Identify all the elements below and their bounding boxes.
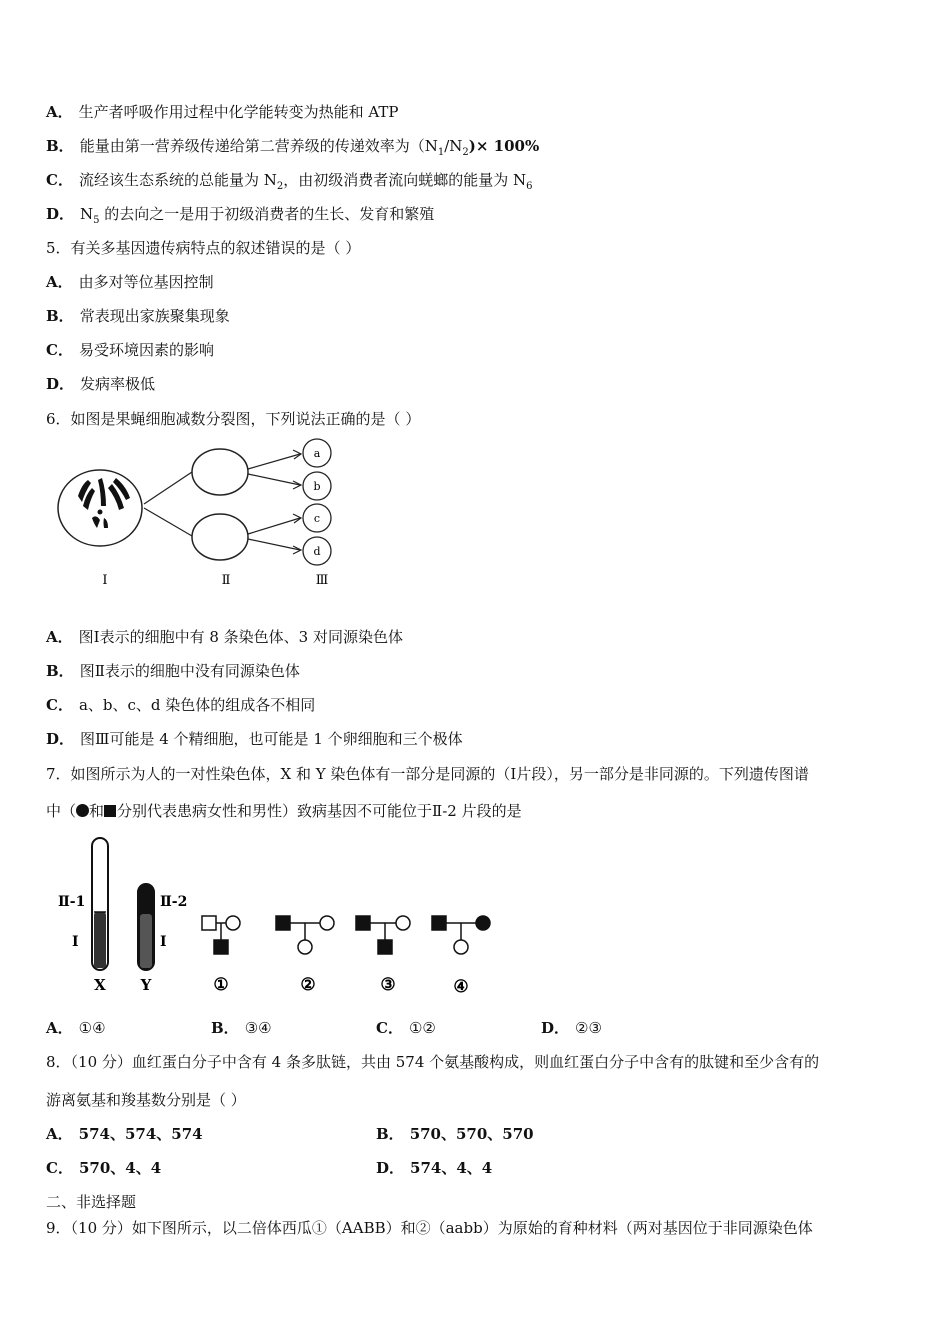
pedigree-2 — [276, 916, 334, 954]
q5-option-b: B． 常表现出家族聚集现象 — [46, 307, 230, 325]
cell-ii-bottom — [192, 514, 248, 560]
pedigree-label-2: ② — [300, 975, 316, 995]
filled-square-icon — [104, 805, 116, 817]
cell-b-label: b — [313, 480, 321, 493]
q5-option-c: C． 易受环境因素的影响 — [46, 341, 214, 359]
q8-stem-line2: 游离氨基和羧基数分别是（ ） — [46, 1091, 246, 1109]
cell-a-label: a — [313, 447, 321, 460]
cell-ii-top — [192, 449, 248, 495]
q8-option-d: D． 574、4、4 — [376, 1159, 493, 1177]
q7-option-d: D． ②③ — [541, 1019, 602, 1037]
q8-option-c: C． 570、4、4 — [46, 1159, 162, 1177]
q4-option-d: D． $N_5$ 的去向之一是用于初级消费者的生长、发育和繁殖 — [46, 205, 435, 226]
q7-stem-line1: 7．如图所示为人的一对性染色体，X 和 Y 染色体有一部分是同源的（Ⅰ片段），另一部分是非同源的。下列遗传图谱 — [46, 765, 809, 783]
q8-option-a: A． 574、574、574 — [46, 1125, 203, 1143]
q5-option-d: D． 发病率极低 — [46, 375, 156, 393]
pedigree-3 — [356, 916, 410, 954]
q8-stem-line1: 8．（10 分）血红蛋白分子中含有 4 条多肽链，共由 574 个氨基酸构成，则血红蛋白分子中含有的肽键和至少含有的 — [46, 1053, 820, 1071]
pedigree-1 — [202, 916, 240, 954]
q6-option-d: D． 图Ⅲ可能是 4 个精细胞，也可能是 1 个卵细胞和三个极体 — [46, 730, 463, 748]
q4-option-c: C． 流经该生态系统的总能量为 $N_2$，由初级消费者流向蜣螂的能量为 $N_6$ — [46, 171, 533, 192]
y-segment-label-i: Ⅰ — [160, 934, 167, 950]
cell-d-label: d — [313, 545, 321, 558]
q4-option-a: A． 生产者呼吸作用过程中化学能转变为热能和 ATP — [46, 103, 399, 121]
meiosis-figure — [50, 436, 350, 596]
q5-stem: 5．有关多基因遗传病特点的叙述错误的是（ ） — [46, 239, 361, 257]
section-title: 二、非选择题 — [46, 1193, 137, 1211]
q6-option-c: C． a、b、c、d 染色体的组成各不相同 — [46, 696, 316, 714]
chromosomes — [78, 478, 130, 528]
pedigree-4 — [432, 916, 490, 954]
filled-circle-icon — [76, 804, 89, 817]
q4-option-b: B． 能量由第一营养级传递给第二营养级的传递效率为$(N_1/N_2)\times 100\%$ — [46, 137, 540, 158]
y-label: Y — [140, 976, 152, 994]
q8-option-b: B． 570、570、570 — [376, 1125, 534, 1143]
q5-option-a: A． 由多对等位基因控制 — [46, 273, 214, 291]
x-label: X — [94, 976, 106, 994]
stage-label-ii: Ⅱ — [221, 573, 231, 588]
q6-stem: 6．如图是果蝇细胞减数分裂图，下列说法正确的是（ ） — [46, 410, 421, 428]
q9-stem: 9．（10 分）如下图所示，以二倍体西瓜①（AABB）和②（aabb）为原始的育种材料（两对基因位于非同源染色体 — [46, 1219, 813, 1237]
pedigree-label-4: ④ — [453, 977, 469, 997]
x-segment-label-ii-1: Ⅱ-1 — [58, 894, 86, 910]
q6-option-b: B． 图Ⅱ表示的细胞中没有同源染色体 — [46, 662, 300, 680]
q7-option-a: A． ①④ — [46, 1019, 106, 1037]
q6-option-a: A． 图Ⅰ表示的细胞中有 8 条染色体、3 对同源染色体 — [46, 628, 403, 646]
pedigree-label-3: ③ — [380, 975, 396, 995]
q7-stem-line2: 中（ 和 分别代表患病女性和男性）致病基因不可能位于Ⅱ-2 片段的是 — [46, 802, 522, 820]
cell-c-label: c — [313, 512, 321, 525]
stage-label-i: Ⅰ — [102, 573, 108, 588]
q7-option-c: C． ①② — [376, 1019, 436, 1037]
sex-chromosome-pedigree-figure — [50, 834, 510, 1004]
x-segment-label-i: Ⅰ — [72, 934, 79, 950]
stage-label-iii: Ⅲ — [315, 573, 329, 588]
y-segment-label-ii-2: Ⅱ-2 — [160, 894, 188, 910]
q7-option-b: B． ③④ — [211, 1019, 272, 1037]
pedigree-label-1: ① — [213, 975, 229, 995]
